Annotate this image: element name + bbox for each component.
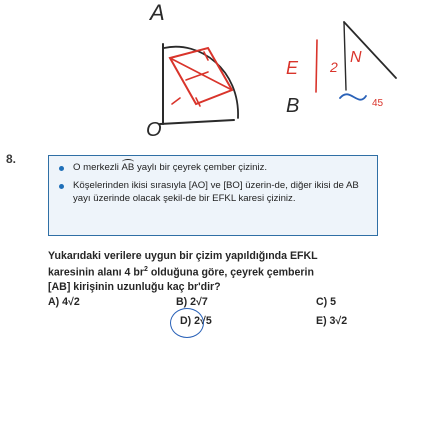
square-unit-exponent: 2 xyxy=(143,266,148,274)
option-b[interactable]: B) 2√7 xyxy=(176,296,208,308)
option-c[interactable]: C) 5 xyxy=(316,296,337,308)
question-line-2 xyxy=(48,263,428,280)
question-line-2-pre: karesinin alanı 4 br xyxy=(48,266,144,279)
question-number: 8. xyxy=(6,152,17,166)
secondary-sketch xyxy=(286,22,396,109)
question-line-2-post: olduğuna göre, çeyrek çemberin xyxy=(147,266,314,279)
sketch-label-a: A xyxy=(150,0,165,25)
sketch-label-n: N xyxy=(350,49,362,66)
option-e[interactable]: E) 3√2 xyxy=(316,315,348,327)
info-item-1-prefix: O merkezli xyxy=(73,162,119,173)
question-line-3: [AB] kirişinin uzunluğu kaç br'dir? xyxy=(48,281,221,294)
quarter-circle-figure xyxy=(160,44,238,124)
answer-circle-mark xyxy=(170,308,204,338)
sketch-label-e: E xyxy=(286,58,299,78)
question-line-1: Yukarıdaki verilere uygun bir çizim yapıldığında EFKL xyxy=(48,250,318,262)
sketch-label-o: O xyxy=(146,119,162,141)
sketch-label-small: 45 xyxy=(372,98,384,109)
option-d[interactable]: D) 2√5 xyxy=(180,315,212,327)
info-item-2 xyxy=(57,180,369,206)
question-text xyxy=(48,249,428,295)
option-a[interactable]: A) 4√2 xyxy=(48,296,80,308)
sketch-label-2: 2 xyxy=(330,59,338,75)
arc-ab-label: AB xyxy=(121,162,135,173)
bullet-icon xyxy=(59,184,64,189)
info-item-1-suffix: yaylı bir çeyrek çember çiziniz. xyxy=(137,162,268,173)
bullet-icon xyxy=(59,166,64,171)
handwritten-sketch xyxy=(0,0,443,150)
info-item-2-text: Köşelerinden ikisi sırasıyla [AO] ve [BO] üzerin-de, diğer ikisi de AB yayı üzerinde olacak şekil-de bir EFKL karesi çiziniz. xyxy=(73,179,359,204)
sketch-label-b: B xyxy=(286,95,300,117)
info-item-1 xyxy=(57,162,369,175)
given-info-box xyxy=(48,155,378,236)
